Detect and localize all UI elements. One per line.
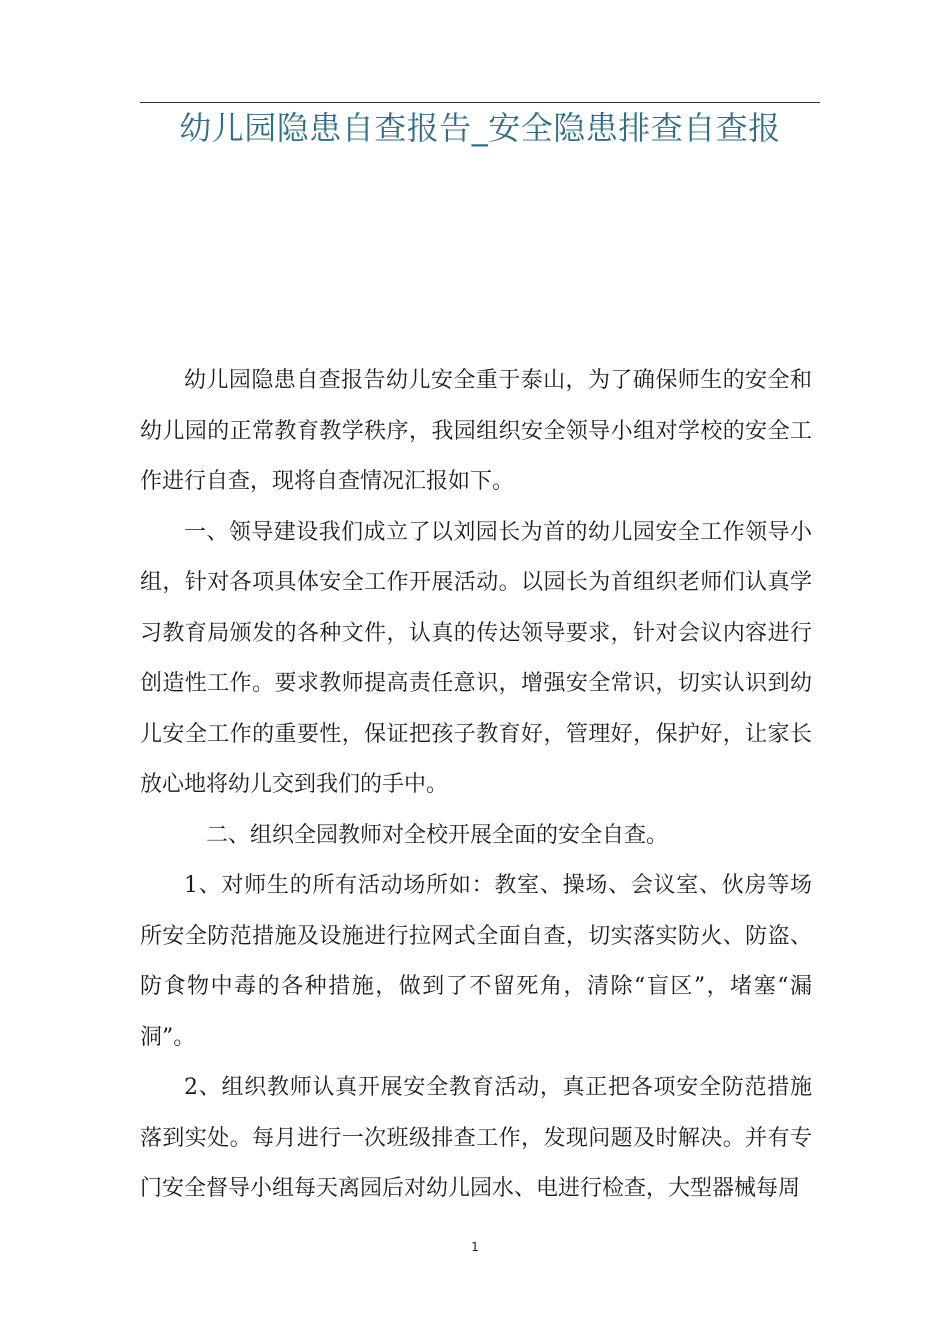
paragraph-intro: 幼儿园隐患自查报告幼儿安全重于泰山，为了确保师生的安全和幼儿园的正常教育教学秩序，我园组织安全领导小组对学校的安全工作进行自查，现将自查情况汇报如下。 bbox=[140, 368, 812, 494]
header-rule bbox=[140, 102, 820, 103]
document-body bbox=[140, 356, 812, 1215]
paragraph-section-1: 一、领导建设我们成立了以刘园长为首的幼儿园安全工作领导小组，针对各项具体安全工作开展活动。以园长为首组织老师们认真学习教育局颁发的各种文件，认真的传达领导要求，针对会议内容进行创造性工作。要求教师提高责任意识，增强安全常识，切实认识到幼儿安全工作的重要性，保证把孩子教育好，管理好，保护好，让家长放心地将幼儿交到我们的手中。 bbox=[140, 519, 812, 797]
paragraph-item-2: 2、组织教师认真开展安全教育活动，真正把各项安全防范措施落到实处。每月进行一次班级排查工作，发现问题及时解决。并有专门安全督导小组每天离园后对幼儿园水、电进行检查，大型器械每周 bbox=[140, 1075, 812, 1201]
page-number: 1 bbox=[471, 1240, 479, 1254]
paragraph-section-2: 二、组织全园教师对全校开展全面的安全自查。 bbox=[206, 822, 669, 848]
paragraph-item-1: 1、对师生的所有活动场所如：教室、操场、会议室、伙房等场所安全防范措施及设施进行拉网式全面自查，切实落实防火、防盗、防食物中毒的各种措施，做到了不留死角，清除“盲区”，堵塞“漏洞”。 bbox=[140, 873, 812, 1050]
document-title: 幼儿园隐患自查报告_安全隐患排查自查报 bbox=[179, 109, 781, 147]
